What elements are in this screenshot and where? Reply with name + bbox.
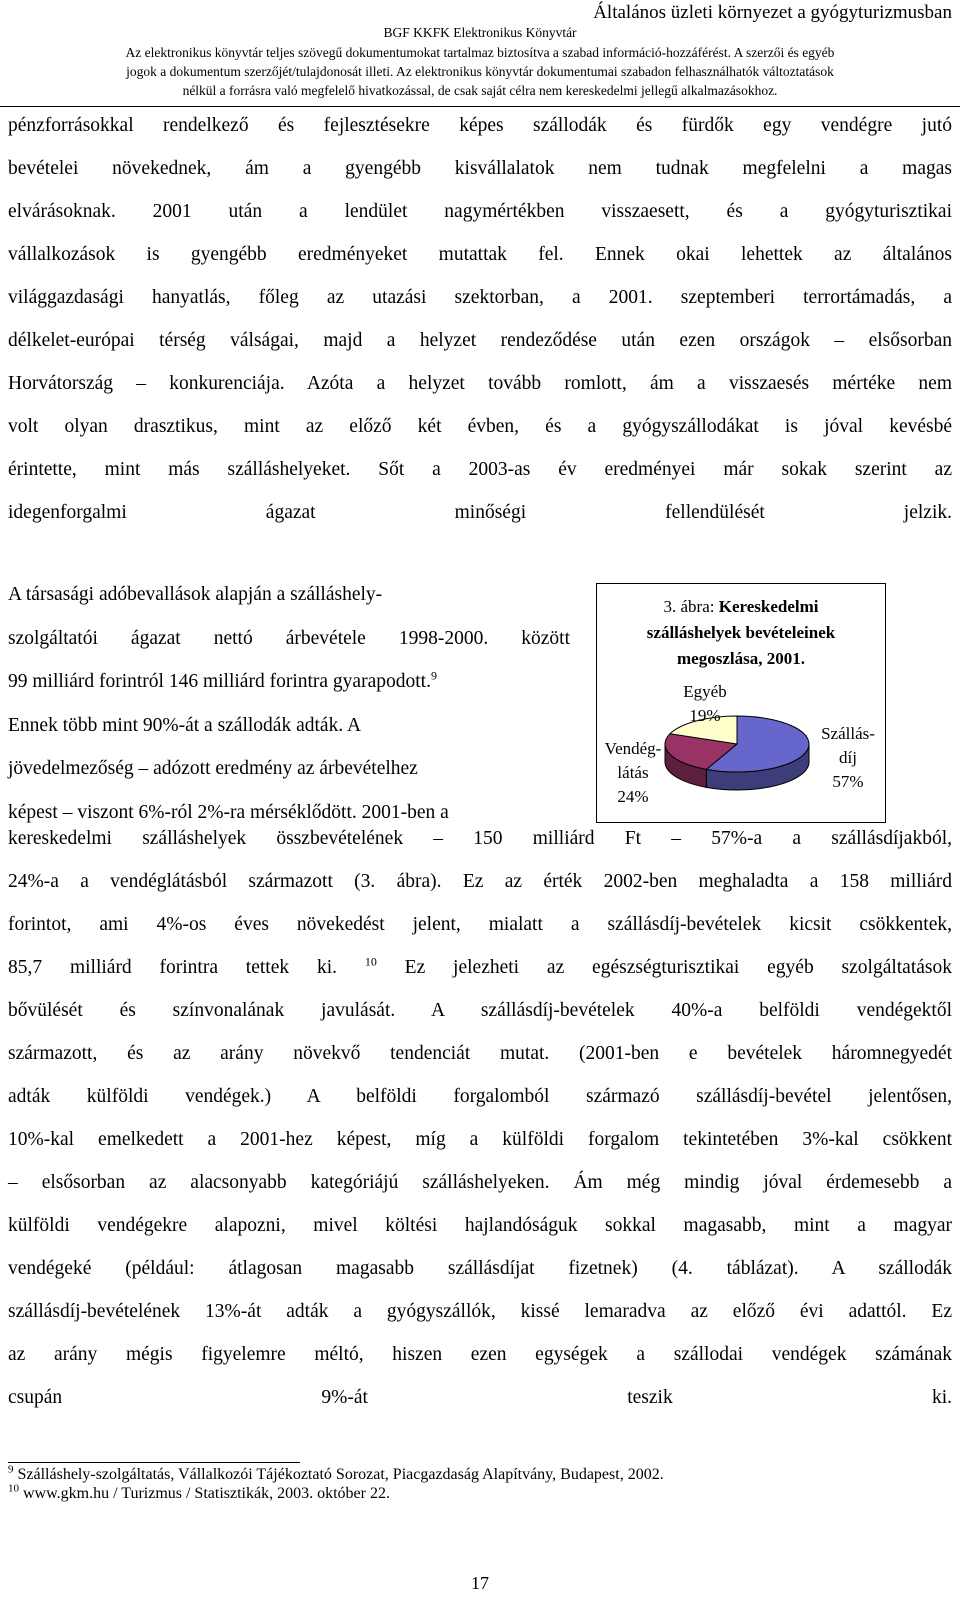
notice-line: nélkül a forrásra való megfelelő hivatkozással, de csak saját célra nem kereskedelmi jellegű alkalmazásokhoz. xyxy=(182,83,778,98)
text-line xyxy=(8,660,570,704)
slice-label: Vendég- xyxy=(604,739,662,758)
footnote-ref-10[interactable]: 10 xyxy=(364,954,377,969)
footnote-text: Szálláshely-szolgáltatás, Vállalkozói Tájékoztató Sorozat, Piacgazdaság Alapítvány, Budapest, 2002. xyxy=(17,1466,664,1483)
paragraph-1 xyxy=(8,104,952,534)
text-line: pénzforrásokkal rendelkező és fejlesztésekre képes szállodák és fürdők egy vendégre jutó xyxy=(8,115,952,136)
paragraph-2-continued xyxy=(8,817,952,1419)
text-line: külföldi vendégekre alapozni, mivel költési hajlandóságuk sokkal magasabb, mint a magyar xyxy=(8,1215,952,1236)
text-line: vállalkozások is gyengébb eredményeket mutattak fel. Ennek okai lehettek az általános xyxy=(8,244,952,265)
text-line: képest – viszont 6%-ról 2%-ra mérséklődött. 2001-ben a xyxy=(8,801,449,823)
text-line: bővülését és színvonalának javulását. A szállásdíj-bevételek 40%-a belföldi vendégektől xyxy=(8,1000,952,1021)
text-line: szolgáltatói ágazat nettó árbevétele 1998-2000. között xyxy=(8,627,570,649)
text-line: adták külföldi vendégek.) A belföldi forgalomból származó szállásdíj-bevétel jelentősen, xyxy=(8,1086,952,1107)
footnote-number: 10 xyxy=(8,1482,19,1495)
text-line: forintot, ami 4%-os éves növekedést jelent, mialatt a szállásdíj-bevételek kicsit csökkentek, xyxy=(8,914,952,935)
footnote-divider xyxy=(8,1462,300,1463)
text-line: bevételei növekednek, ám a gyengébb kisvállalatok nem tudnak megfelelni a magas xyxy=(8,158,952,179)
header-copyright-notice xyxy=(6,43,954,100)
figure-3-pie-chart xyxy=(596,583,886,823)
footnote-9 xyxy=(8,1465,664,1485)
text-line: – elsősorban az alacsonyabb kategóriájú szálláshelyeken. Ám még mindig jóval érdemesebb a xyxy=(8,1172,952,1193)
footnote-number: 9 xyxy=(8,1463,14,1476)
text-span: 85,7 milliárd forintra tettek ki. xyxy=(8,957,337,978)
text-line: Horvátország – konkurenciája. Azóta a helyzet tovább romlott, ám a visszaesés mértéke nem xyxy=(8,373,952,394)
notice-line: jogok a dokumentum szerzőjét/tulajdonosát illeti. Az elektronikus könyvtár dokumentumai szabadon felhasználhatók változtatások xyxy=(126,64,834,79)
text-line xyxy=(8,946,952,989)
slice-label: díj xyxy=(839,748,857,767)
text-line: délkelet-európai térség válságai, majd a helyzet rendeződése után ezen országok – elsősorban xyxy=(8,330,952,351)
text-line: az arány mégis figyelemre méltó, hiszen ezen egységek a szállodai vendégek számának xyxy=(8,1344,952,1365)
footnote-ref-9[interactable]: 9 xyxy=(430,668,437,683)
footnote-text: www.gkm.hu / Turizmus / Statisztikák, 2003. október 22. xyxy=(23,1485,390,1502)
figure-title-bold: Kereskedelmi xyxy=(718,597,819,616)
text-line: jövedelmezőség – adózott eredmény az árbevételhez xyxy=(8,758,418,779)
slice-pct: 57% xyxy=(832,772,864,791)
text-line: 10%-kal emelkedett a 2001-hez képest, míg a külföldi forgalom tekintetében 3%-kal csökkent xyxy=(8,1129,952,1150)
text-line: 24%-a a vendéglátásból származott (3. ábra). Ez az érték 2002-ben meghaladta a 158 milliárd xyxy=(8,871,952,892)
slice-label: Egyéb xyxy=(683,682,727,701)
text-span: 99 milliárd forintról 146 milliárd forintra gyarapodott. xyxy=(8,671,431,692)
text-line: világgazdasági hanyatlás, főleg az utazási szektorban, a 2001. szeptemberi terrortámadás, a xyxy=(8,287,952,308)
text-line: csupán 9%-át teszik ki. xyxy=(8,1387,952,1408)
pie-label-vendeglatas xyxy=(601,737,665,809)
footnote-10 xyxy=(8,1484,390,1504)
text-line: szállásdíj-bevételének 13%-át adták a gyógyszállók, kissé lemaradva az előző évi adattól. Ez xyxy=(8,1301,952,1322)
figure-title-bold: megoszlása, 2001. xyxy=(677,649,805,668)
figure-title-bold: szálláshelyek bevételeinek xyxy=(646,623,836,642)
text-line: érintette, mint más szálláshelyeket. Sőt a 2003-as év eredményei már sokak szerint az xyxy=(8,459,952,480)
text-line: A társasági adóbevallások alapján a szálláshely- xyxy=(8,584,383,605)
header-library-name: BGF KKFK Elektronikus Könyvtár xyxy=(383,25,577,40)
figure-title-prefix: 3. ábra: xyxy=(663,597,715,616)
slice-label: Szállás- xyxy=(821,724,875,743)
slice-pct: 24% xyxy=(617,787,649,806)
page-number: 17 xyxy=(471,1573,489,1593)
slice-pct: 19% xyxy=(689,706,721,725)
header-title: Általános üzleti környezet a gyógyturizmusban xyxy=(593,2,952,23)
slice-label: látás xyxy=(617,763,649,782)
text-span: Ez jelezheti az egészségturisztikai egyéb szolgáltatások xyxy=(404,957,952,978)
paragraph-2-beside-figure xyxy=(8,573,570,834)
pie-label-szallasdij xyxy=(815,722,881,794)
text-line: vendégeké (például: átlagosan magasabb szállásdíjat fizetnek) (4. táblázat). A szállodák xyxy=(8,1258,952,1279)
pie-label-egyeb xyxy=(681,680,729,728)
text-line: volt olyan drasztikus, mint az előző két évben, és a gyógyszállodákat is jóval kevésbé xyxy=(8,416,952,437)
notice-line: Az elektronikus könyvtár teljes szövegű dokumentumokat tartalmaz biztosítva a szabad információ-hozzáférést. A szerzői és egyéb xyxy=(125,45,835,60)
text-line: idegenforgalmi ágazat minőségi fellendülését jelzik. xyxy=(8,502,952,523)
text-line: kereskedelmi szálláshelyek összbevételének – 150 milliárd Ft – 57%-a a szállásdíjakból, xyxy=(8,828,952,849)
text-line: elvárásoknak. 2001 után a lendület nagymértékben visszaesett, és a gyógyturisztikai xyxy=(8,201,952,222)
text-line: származott, és az arány növekvő tendenciát mutat. (2001-ben e bevételek háromnegyedét xyxy=(8,1043,952,1064)
text-line: Ennek több mint 90%-át a szállodák adták. A xyxy=(8,714,362,736)
